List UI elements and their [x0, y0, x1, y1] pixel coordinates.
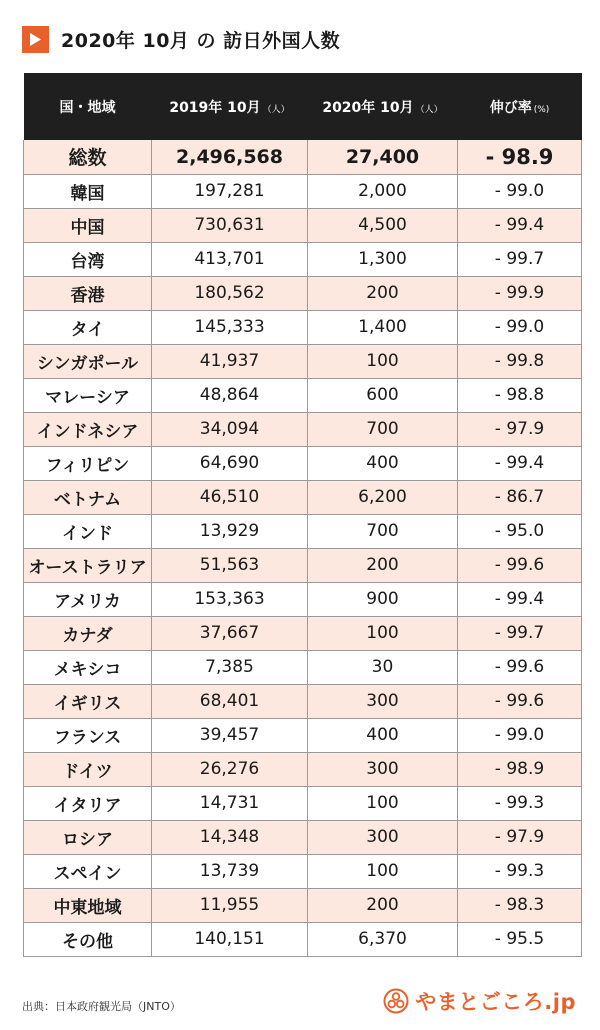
value-2019-cell: 180,562	[152, 276, 308, 310]
value-2020-cell: 200	[308, 548, 458, 582]
growth-cell: - 97.9	[458, 412, 582, 446]
value-2020-cell: 300	[308, 820, 458, 854]
column-header-2019: 2019年 10月 （人）	[169, 99, 290, 116]
value-2019-cell: 68,401	[152, 684, 308, 718]
value-2019-cell: 13,929	[152, 514, 308, 548]
growth-cell: - 99.0	[458, 310, 582, 344]
region-cell: フランス	[24, 718, 152, 752]
value-2020-cell: 900	[308, 582, 458, 616]
value-2020-cell: 100	[308, 786, 458, 820]
region-cell: イギリス	[24, 684, 152, 718]
growth-cell: - 99.0	[458, 174, 582, 208]
growth-cell: - 98.8	[458, 378, 582, 412]
growth-cell: - 98.9	[458, 752, 582, 786]
table-row	[24, 820, 582, 854]
source-note: 出典：日本政府観光局（JNTO）	[22, 1000, 181, 1013]
region-cell: ロシア	[24, 820, 152, 854]
table-row	[24, 242, 582, 276]
value-2019-cell: 41,937	[152, 344, 308, 378]
value-2020-cell: 200	[308, 888, 458, 922]
value-2020-cell: 4,500	[308, 208, 458, 242]
region-cell: 中東地域	[24, 888, 152, 922]
logo-mark-icon	[383, 988, 409, 1014]
table-row	[24, 854, 582, 888]
value-2020-cell: 30	[308, 650, 458, 684]
page-title: 2020年 10月 の 訪日外国人数	[61, 29, 341, 52]
brand-logo	[383, 986, 576, 1016]
growth-cell: - 95.5	[458, 922, 582, 956]
value-2019-cell: 34,094	[152, 412, 308, 446]
table-row	[24, 752, 582, 786]
value-2020-cell: 300	[308, 752, 458, 786]
value-2019-cell: 730,631	[152, 208, 308, 242]
value-2019-cell: 153,363	[152, 582, 308, 616]
region-cell: オーストラリア	[24, 548, 152, 582]
value-2020-cell: 1,400	[308, 310, 458, 344]
region-cell: 香港	[24, 276, 152, 310]
value-2020-cell: 100	[308, 344, 458, 378]
title-bar	[22, 22, 340, 56]
table-row	[24, 276, 582, 310]
value-2020-cell: 2,000	[308, 174, 458, 208]
value-2019-cell: 39,457	[152, 718, 308, 752]
growth-cell: - 99.6	[458, 684, 582, 718]
value-2020-cell: 200	[308, 276, 458, 310]
region-cell: 総数	[24, 140, 152, 174]
region-cell: インドネシア	[24, 412, 152, 446]
logo-text: やまとごころ.jp	[415, 990, 576, 1014]
value-2020-cell: 6,370	[308, 922, 458, 956]
table-row	[24, 174, 582, 208]
growth-cell: - 98.3	[458, 888, 582, 922]
value-2019-cell: 14,731	[152, 786, 308, 820]
region-cell: インド	[24, 514, 152, 548]
region-cell: 中国	[24, 208, 152, 242]
value-2020-cell: 400	[308, 718, 458, 752]
region-cell: 韓国	[24, 174, 152, 208]
value-2019-cell: 26,276	[152, 752, 308, 786]
table-row	[24, 412, 582, 446]
region-cell: その他	[24, 922, 152, 956]
value-2020-cell: 1,300	[308, 242, 458, 276]
column-header-2020: 2020年 10月 （人）	[322, 99, 443, 116]
table-row	[24, 480, 582, 514]
table-row	[24, 922, 582, 956]
growth-cell: - 98.9	[458, 140, 582, 174]
value-2019-cell: 197,281	[152, 174, 308, 208]
table-row	[24, 718, 582, 752]
growth-cell: - 97.9	[458, 820, 582, 854]
region-cell: ドイツ	[24, 752, 152, 786]
value-2020-cell: 100	[308, 854, 458, 888]
region-cell: 台湾	[24, 242, 152, 276]
growth-cell: - 99.3	[458, 854, 582, 888]
value-2019-cell: 48,864	[152, 378, 308, 412]
region-cell: スペイン	[24, 854, 152, 888]
region-cell: カナダ	[24, 616, 152, 650]
growth-cell: - 99.9	[458, 276, 582, 310]
region-cell: タイ	[24, 310, 152, 344]
table-row	[24, 582, 582, 616]
value-2020-cell: 700	[308, 412, 458, 446]
growth-cell: - 99.4	[458, 446, 582, 480]
column-header-growth: 伸び率 (%)	[489, 99, 550, 116]
table-row	[24, 616, 582, 650]
region-cell: アメリカ	[24, 582, 152, 616]
table-row	[24, 344, 582, 378]
value-2020-cell: 100	[308, 616, 458, 650]
growth-cell: - 99.4	[458, 582, 582, 616]
table-row	[24, 684, 582, 718]
growth-cell: - 95.0	[458, 514, 582, 548]
value-2020-cell: 6,200	[308, 480, 458, 514]
value-2020-cell: 300	[308, 684, 458, 718]
play-icon	[22, 26, 49, 53]
total-row	[24, 140, 582, 174]
value-2019-cell: 64,690	[152, 446, 308, 480]
value-2020-cell: 700	[308, 514, 458, 548]
value-2019-cell: 2,496,568	[152, 140, 308, 174]
region-cell: マレーシア	[24, 378, 152, 412]
table-header-row	[24, 73, 582, 140]
table-row	[24, 786, 582, 820]
table-row	[24, 310, 582, 344]
growth-cell: - 99.4	[458, 208, 582, 242]
value-2019-cell: 11,955	[152, 888, 308, 922]
value-2019-cell: 46,510	[152, 480, 308, 514]
table-row	[24, 446, 582, 480]
column-header-region: 国・地域	[59, 99, 116, 116]
table-body	[24, 140, 582, 956]
region-cell: フィリピン	[24, 446, 152, 480]
visitors-table	[23, 73, 582, 957]
region-cell: メキシコ	[24, 650, 152, 684]
value-2019-cell: 51,563	[152, 548, 308, 582]
value-2019-cell: 13,739	[152, 854, 308, 888]
growth-cell: - 99.8	[458, 344, 582, 378]
value-2020-cell: 27,400	[308, 140, 458, 174]
value-2019-cell: 14,348	[152, 820, 308, 854]
value-2019-cell: 140,151	[152, 922, 308, 956]
table-row	[24, 548, 582, 582]
value-2019-cell: 145,333	[152, 310, 308, 344]
growth-cell: - 86.7	[458, 480, 582, 514]
table-row	[24, 378, 582, 412]
value-2019-cell: 413,701	[152, 242, 308, 276]
table-row	[24, 208, 582, 242]
growth-cell: - 99.6	[458, 548, 582, 582]
region-cell: ベトナム	[24, 480, 152, 514]
region-cell: イタリア	[24, 786, 152, 820]
table-row	[24, 888, 582, 922]
growth-cell: - 99.7	[458, 242, 582, 276]
value-2019-cell: 37,667	[152, 616, 308, 650]
growth-cell: - 99.0	[458, 718, 582, 752]
value-2019-cell: 7,385	[152, 650, 308, 684]
value-2020-cell: 400	[308, 446, 458, 480]
value-2020-cell: 600	[308, 378, 458, 412]
growth-cell: - 99.6	[458, 650, 582, 684]
growth-cell: - 99.7	[458, 616, 582, 650]
growth-cell: - 99.3	[458, 786, 582, 820]
table-row	[24, 514, 582, 548]
table-row	[24, 650, 582, 684]
region-cell: シンガポール	[24, 344, 152, 378]
